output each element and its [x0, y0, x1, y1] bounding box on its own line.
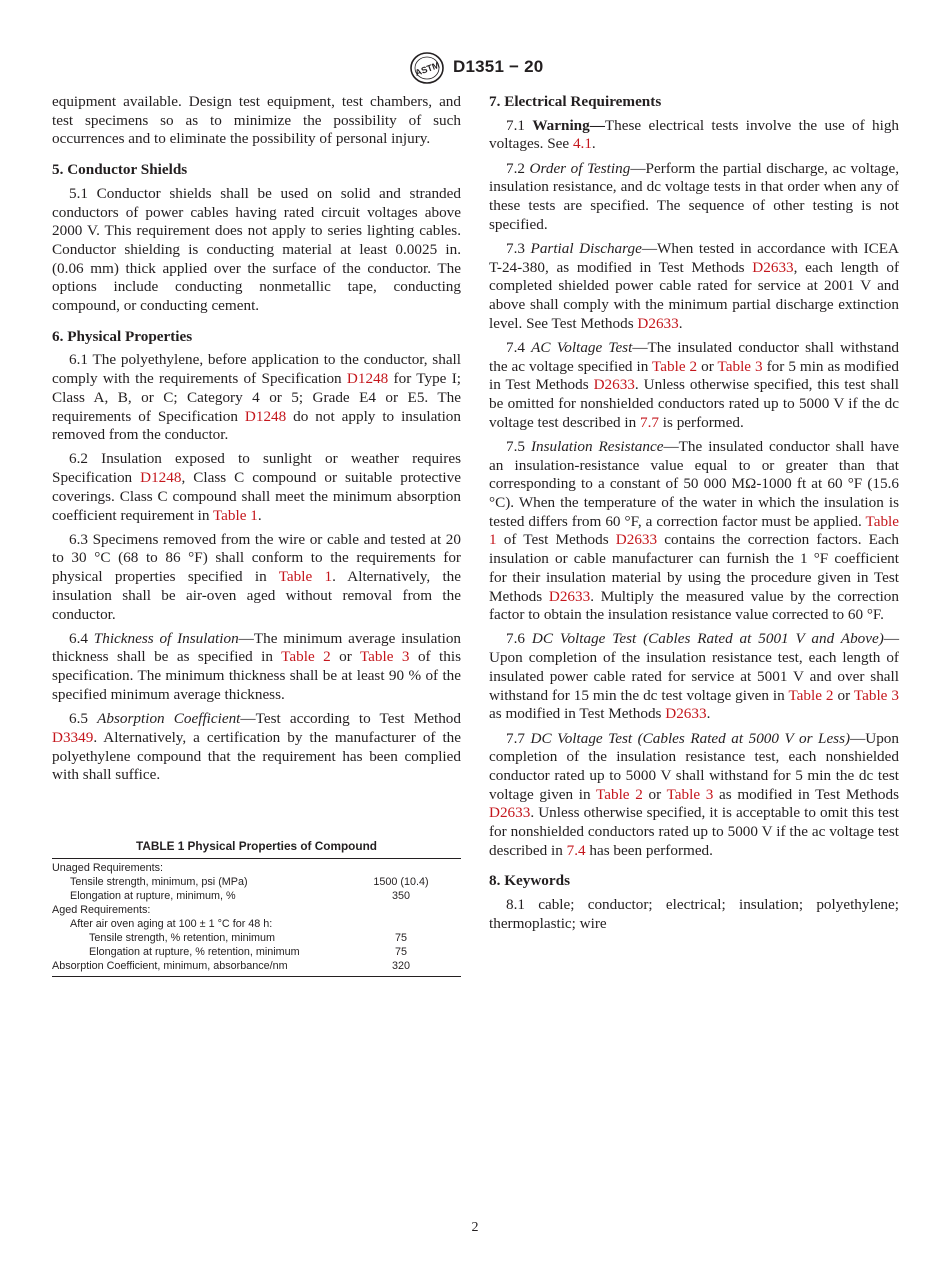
page-header: [0, 52, 950, 86]
paragraph-7-4: 7.4 AC Voltage Test—The insulated conductor shall withstand the ac voltage specified in Table 2 or Table 3 for 5 min as modified in Test Methods D2633. Unless otherwise specified, this test shall be omitted for nonshielded conductors rated up to 5000 V if the dc voltage test described in 7.7 is performed.: [489, 338, 900, 431]
paragraph-6-5: 6.5 Absorption Coefficient—Test according to Test Method D3349. Alternatively, a certification by the manufacturer of the polyethylene compound that the requirement has been complied with shall suffice.: [52, 710, 461, 784]
table-row: Aged Requirements:: [52, 904, 151, 916]
ref-link-d2633[interactable]: D2633: [593, 376, 635, 394]
ref-link-d2633[interactable]: D2633: [665, 705, 707, 723]
ref-link-table-3[interactable]: Table 3: [853, 686, 899, 704]
ref-link-d3349[interactable]: D3349: [52, 728, 94, 746]
logo-text: ASTM: [413, 59, 442, 78]
section-5-heading: 5. Conductor Shields: [52, 161, 188, 179]
ref-link-table-1[interactable]: Table 1: [212, 506, 258, 524]
table-1: [52, 839, 461, 977]
table-bottom-rule: [52, 976, 461, 977]
astm-logo-icon: [410, 52, 444, 84]
paragraph-6-3: 6.3 Specimens removed from the wire or cable and tested at 20 to 30 °C (68 to 86 °F) shall conform to the requirements for physical properties specified in Table 1. Alternatively, the insulation shall be air-oven aged without removal from the conductor.: [52, 530, 462, 623]
page-number: 2: [471, 1220, 479, 1235]
intro-paragraph: equipment available. Design test equipment, test chambers, and test specimens so as to minimize the possibility of such occurrences and to eliminate the possibility of personal injury.: [52, 93, 461, 148]
ref-link-d2633[interactable]: D2633: [548, 587, 591, 605]
ref-link-d2633[interactable]: D2633: [615, 531, 658, 549]
paragraph-7-6: 7.6 DC Voltage Test (Cables Rated at 5001 V and Above)—Upon completion of the insulation resistance test, each length of insulated power cable rated for service at 5001 V and over shall withstand for 15 min the dc test voltage given in Table 2 or Table 3 as modified in Test Methods D2633.: [489, 630, 899, 723]
right-column: [489, 93, 899, 939]
ref-link-table-1[interactable]: Table 1: [489, 512, 899, 549]
ref-link-d1248[interactable]: D1248: [244, 407, 287, 425]
table-1-title: TABLE 1 Physical Properties of Compound: [136, 839, 377, 853]
ref-link-d1248[interactable]: D1248: [346, 370, 389, 388]
left-column: [52, 93, 461, 790]
table-row: Elongation at rupture, % retention, minimum 75: [89, 946, 407, 958]
paragraph-7-1: 7.1 Warning—These electrical tests involve the use of high voltages. See 4.1.: [489, 116, 900, 153]
table-row: Unaged Requirements:: [52, 862, 164, 874]
ref-link-table-2[interactable]: Table 2: [596, 785, 643, 803]
paragraph-8-1: 8.1 cable; conductor; electrical; insulation; polyethylene; thermoplastic; wire: [489, 896, 899, 932]
paragraph-6-4: 6.4 Thickness of Insulation—The minimum average insulation thickness shall be as specified in Table 2 or Table 3 of this specification. The minimum thickness shall be at least 90 % of the specified minimum average thickness.: [52, 629, 462, 703]
section-8-heading: 8. Keywords: [489, 872, 570, 890]
ref-link-d2633[interactable]: D2633: [637, 314, 679, 332]
table-1-body: [52, 859, 461, 976]
paragraph-7-5: 7.5 Insulation Resistance—The insulated conductor shall have an insulation-resistance value equal to or greater than that corresponding to a constant of 50 000 MΩ-1000 ft at 60 °F (15.6 °C). When the temperature of the water in which the insulation is tested differs from 60 °F, a correction factor must be applied. Table 1 of Test Methods D2633 contains the correction factors. Each insulation or cable manufacturer can furnish the 1 °F coefficient for their insulation material by using the procedure given in Test Methods D2633. Multiply the measured value by the correction factor to obtain the insulation resistance value corrected to 60 °F.: [489, 437, 900, 624]
table-row: Absorption Coefficient, minimum, absorbance/nm 320: [52, 960, 410, 972]
ref-link-table-3[interactable]: Table 3: [359, 648, 410, 666]
section-7-heading: 7. Electrical Requirements: [489, 93, 662, 110]
paragraph-6-1: 6.1 The polyethylene, before application to the conductor, shall comply with the requirements of Specification D1248 for Type I; Class A, B, or C; Category 4 or 5; Grade E4 or E5. The requirements of Specification D1248 do not apply to insulation removed from the conductor.: [52, 351, 461, 444]
paragraph-7-2: 7.2 Order of Testing—Perform the partial discharge, ac voltage, insulation resistance, and dc voltage tests in that order when any of these tests are specified. The sequence of other testing is not specified.: [489, 159, 900, 233]
ref-link-table-2[interactable]: Table 2: [281, 648, 331, 666]
document-designation: D1351 − 20: [453, 57, 544, 76]
table-row: After air oven aging at 100 ± 1 °C for 48 h:: [70, 918, 273, 930]
ref-link-d1248[interactable]: D1248: [140, 469, 182, 487]
table-row: Tensile strength, % retention, minimum 75: [89, 932, 407, 944]
ref-link-7-4[interactable]: 7.4: [566, 841, 586, 859]
ref-link-7-7[interactable]: 7.7: [640, 413, 659, 431]
paragraph-7-7: 7.7 DC Voltage Test (Cables Rated at 5000 V or Less)—Upon completion of the insulation resistance test, each nonshielded conductor rated up to 5000 V shall withstand for 5 min the dc test voltage given in Table 2 or Table 3 as modified in Test Methods D2633. Unless otherwise specified, it is acceptable to omit this test for nonshielded conductors rated up to 5000 V if the ac voltage test described in 7.4 has been performed.: [489, 729, 900, 859]
ref-link-4-1[interactable]: 4.1: [572, 135, 592, 153]
ref-link-table-2[interactable]: Table 2: [788, 686, 834, 704]
paragraph-5-1: 5.1 Conductor shields shall be used on solid and stranded conductors of power cables having rated circuit voltages above 2000 V. This requirement does not apply to series lighting cables. Conductor shielding is conducting material at least 0.0025 in. (0.06 mm) thick applied over the surface of the conductor. The options include conducting nonmetallic tape, conducting compound, or conducting cement.: [52, 184, 461, 315]
ref-link-table-2[interactable]: Table 2: [652, 357, 698, 375]
ref-link-table-3[interactable]: Table 3: [666, 785, 714, 803]
ref-link-table-3[interactable]: Table 3: [717, 357, 763, 375]
ref-link-d2633[interactable]: D2633: [752, 258, 794, 276]
section-6-heading: 6. Physical Properties: [52, 327, 193, 345]
paragraph-6-2: 6.2 Insulation exposed to sunlight or weather requires Specification D1248, Class C compound or suitable protective coverings. Class C compound shall meet the minimum absorption coefficient requirement in Table 1.: [52, 450, 461, 524]
table-row: Tensile strength, minimum, psi (MPa) 1500 (10.4): [70, 876, 429, 888]
paragraph-7-3: 7.3 Partial Discharge—When tested in accordance with ICEA T-24-380, as modified in Test Methods D2633, each length of completed shielded power cable rated for service at 2001 V and above shall comply with the minimum partial discharge extinction level. See Test Methods D2633.: [489, 239, 899, 332]
ref-link-d2633[interactable]: D2633: [489, 804, 531, 822]
table-row: Elongation at rupture, minimum, % 350: [70, 890, 410, 902]
ref-link-table-1[interactable]: Table 1: [278, 568, 333, 586]
